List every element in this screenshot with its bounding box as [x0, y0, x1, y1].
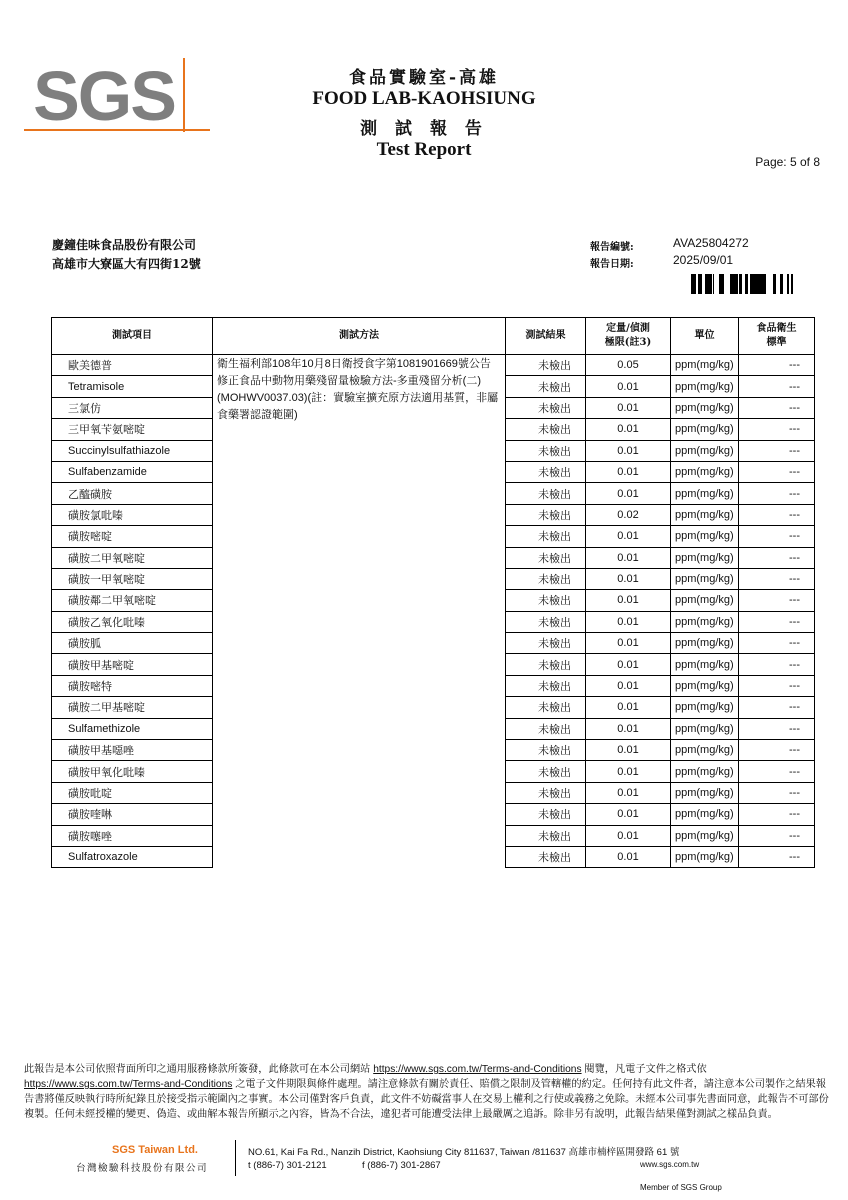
- test-item: 三氯仿: [52, 397, 213, 418]
- test-result: 未檢出: [506, 568, 586, 589]
- test-item: 磺胺吡啶: [52, 782, 213, 803]
- test-item: 磺胺鄰二甲氧嘧啶: [52, 590, 213, 611]
- unit: ppm(mg/kg): [671, 675, 739, 696]
- test-item: 磺胺喹啉: [52, 804, 213, 825]
- unit: ppm(mg/kg): [671, 633, 739, 654]
- food-standard: ---: [739, 440, 815, 461]
- test-item: 磺胺嘧啶: [52, 526, 213, 547]
- unit: ppm(mg/kg): [671, 568, 739, 589]
- test-result: 未檢出: [506, 526, 586, 547]
- test-item: 磺胺嘧特: [52, 675, 213, 696]
- food-standard: ---: [739, 697, 815, 718]
- company-address: NO.61, Kai Fa Rd., Nanzih District, Kaohsiung City 811637, Taiwan /811637 高雄市楠梓區開發路 61 號: [248, 1147, 680, 1158]
- detection-limit: 0.01: [586, 675, 671, 696]
- detection-limit: 0.01: [586, 654, 671, 675]
- detection-limit: 0.01: [586, 782, 671, 803]
- food-standard: ---: [739, 740, 815, 761]
- food-standard: ---: [739, 547, 815, 568]
- company-phone: t (886-7) 301-2121: [248, 1160, 327, 1171]
- test-result: 未檢出: [506, 504, 586, 525]
- food-standard: ---: [739, 568, 815, 589]
- unit: ppm(mg/kg): [671, 590, 739, 611]
- report-no-value: AVA25804272: [673, 236, 749, 250]
- company-name-en: SGS Taiwan Ltd.: [112, 1144, 198, 1156]
- test-item: 磺胺一甲氧嘧啶: [52, 568, 213, 589]
- lab-title-en: FOOD LAB-KAOHSIUNG: [312, 88, 536, 109]
- col-header-standard: 食品衛生 標準: [739, 318, 815, 355]
- company-website[interactable]: www.sgs.com.tw: [640, 1160, 700, 1169]
- unit: ppm(mg/kg): [671, 547, 739, 568]
- food-standard: ---: [739, 355, 815, 376]
- test-item: Tetramisole: [52, 376, 213, 397]
- test-item: 乙醯磺胺: [52, 483, 213, 504]
- table-header-row: [52, 318, 815, 355]
- food-standard: ---: [739, 376, 815, 397]
- detection-limit: 0.01: [586, 761, 671, 782]
- test-result: 未檢出: [506, 590, 586, 611]
- test-item: Succinylsulfathiazole: [52, 440, 213, 461]
- test-result: 未檢出: [506, 782, 586, 803]
- test-item: 三甲氧苄氨嘧啶: [52, 419, 213, 440]
- unit: ppm(mg/kg): [671, 782, 739, 803]
- unit: ppm(mg/kg): [671, 718, 739, 739]
- food-standard: ---: [739, 782, 815, 803]
- detection-limit: 0.01: [586, 547, 671, 568]
- test-item: 磺胺乙氧化吡嗪: [52, 611, 213, 632]
- unit: ppm(mg/kg): [671, 761, 739, 782]
- food-standard: ---: [739, 504, 815, 525]
- detection-limit: 0.01: [586, 740, 671, 761]
- food-standard: ---: [739, 804, 815, 825]
- test-item: 磺胺胍: [52, 633, 213, 654]
- test-result: 未檢出: [506, 825, 586, 846]
- report-title-en: Test Report: [376, 139, 472, 160]
- unit: ppm(mg/kg): [671, 825, 739, 846]
- food-standard: ---: [739, 825, 815, 846]
- detection-limit: 0.01: [586, 846, 671, 867]
- unit: ppm(mg/kg): [671, 846, 739, 867]
- detection-limit: 0.01: [586, 526, 671, 547]
- test-result: 未檢出: [506, 483, 586, 504]
- lab-title-cn: 食品實驗室-高雄: [348, 68, 500, 88]
- food-standard: ---: [739, 761, 815, 782]
- unit: ppm(mg/kg): [671, 740, 739, 761]
- food-standard: ---: [739, 654, 815, 675]
- food-standard: ---: [739, 675, 815, 696]
- food-standard: ---: [739, 526, 815, 547]
- test-result: 未檢出: [506, 761, 586, 782]
- test-result: 未檢出: [506, 611, 586, 632]
- test-result: 未檢出: [506, 846, 586, 867]
- terms-link-2[interactable]: https://www.sgs.com.tw/Terms-and-Conditions: [24, 1079, 233, 1090]
- unit: ppm(mg/kg): [671, 483, 739, 504]
- food-standard: ---: [739, 461, 815, 482]
- detection-limit: 0.01: [586, 440, 671, 461]
- terms-link[interactable]: https://www.sgs.com.tw/Terms-and-Conditions: [373, 1064, 582, 1075]
- test-item: 磺胺噻唑: [52, 825, 213, 846]
- client-address: 高雄市大寮區大有四街12號: [52, 257, 201, 271]
- unit: ppm(mg/kg): [671, 504, 739, 525]
- test-item: 磺胺二甲基嘧啶: [52, 697, 213, 718]
- test-result: 未檢出: [506, 633, 586, 654]
- test-result: 未檢出: [506, 697, 586, 718]
- test-result: 未檢出: [506, 740, 586, 761]
- test-result: 未檢出: [506, 547, 586, 568]
- detection-limit: 0.01: [586, 397, 671, 418]
- col-header-lod: 定量/偵測 極限(註3): [586, 318, 671, 355]
- report-date-value: 2025/09/01: [673, 253, 734, 267]
- test-item: 磺胺甲基嘧啶: [52, 654, 213, 675]
- detection-limit: 0.01: [586, 697, 671, 718]
- disclaimer-text: 此報告是本公司依照背面所印之通用服務條款所簽發，此條款可在本公司網站 https://www.sgs.com.tw/Terms-and-Conditions 閱覽，凡電子文件之格式依 https://www.sgs.com.tw/Terms-and-Conditions 之電子文件期限與條件處理。請注意條款有關於責任、賠償之限制及管轄權的約定。任何持有此文件者，請注意本公司製作之結果報告書將僅反映執行時所紀錄且於接受指示範圍內之事實。本公司僅對客戶負責，此文件不妨礙當事人在交易上權利之行使或義務之免除。未經本公司事先書面同意，此報告不可部份複製。任何未經授權的變更、偽造、或曲解本報告所顯示之內容，皆為不合法，違犯者可能遭受法律上最嚴厲之追訴。除非另有說明，此報告結果僅對測試之樣品負責。: [24, 1064, 829, 1120]
- table-row: [52, 355, 815, 376]
- unit: ppm(mg/kg): [671, 654, 739, 675]
- company-fax: f (886-7) 301-2867: [362, 1160, 441, 1171]
- test-item: 磺胺甲基噁唑: [52, 740, 213, 761]
- test-result: 未檢出: [506, 804, 586, 825]
- detection-limit: 0.01: [586, 633, 671, 654]
- col-header-method: 測試方法: [213, 318, 506, 355]
- test-result: 未檢出: [506, 397, 586, 418]
- test-method: 衛生福利部108年10月8日衛授食字第1081901669號公告修正食品中動物用藥殘留量檢驗方法-多重殘留分析(二)(MOHWV0037.03)(註：實驗室擴充原方法適用基質，非屬食藥署認證範圍): [213, 355, 506, 868]
- test-result: 未檢出: [506, 654, 586, 675]
- detection-limit: 0.01: [586, 483, 671, 504]
- unit: ppm(mg/kg): [671, 419, 739, 440]
- test-item: Sulfamethizole: [52, 718, 213, 739]
- unit: ppm(mg/kg): [671, 376, 739, 397]
- detection-limit: 0.01: [586, 804, 671, 825]
- detection-limit: 0.01: [586, 568, 671, 589]
- logo-text: SGS: [33, 58, 175, 135]
- detection-limit: 0.05: [586, 355, 671, 376]
- food-standard: ---: [739, 611, 815, 632]
- food-standard: ---: [739, 633, 815, 654]
- test-result: 未檢出: [506, 440, 586, 461]
- report-date-label: 報告日期:: [590, 259, 634, 270]
- test-result: 未檢出: [506, 376, 586, 397]
- test-item: Sulfabenzamide: [52, 461, 213, 482]
- detection-limit: 0.02: [586, 504, 671, 525]
- food-standard: ---: [739, 397, 815, 418]
- company-name-cn: 台灣檢驗科技股份有限公司: [76, 1163, 209, 1174]
- col-header-item: 測試項目: [52, 318, 213, 355]
- detection-limit: 0.01: [586, 461, 671, 482]
- sgs-group-member: Member of SGS Group: [640, 1183, 722, 1192]
- col-header-unit: 單位: [671, 318, 739, 355]
- food-standard: ---: [739, 419, 815, 440]
- food-standard: ---: [739, 846, 815, 867]
- col-header-result: 測試結果: [506, 318, 586, 355]
- results-table: [51, 317, 815, 868]
- test-result: 未檢出: [506, 419, 586, 440]
- detection-limit: 0.01: [586, 419, 671, 440]
- test-result: 未檢出: [506, 355, 586, 376]
- test-result: 未檢出: [506, 718, 586, 739]
- unit: ppm(mg/kg): [671, 611, 739, 632]
- test-item: 磺胺氯吡嗪: [52, 504, 213, 525]
- report-title-cn: 測 試 報 告: [360, 119, 488, 139]
- barcode-icon: [691, 274, 795, 294]
- test-item: 磺胺甲氧化吡嗪: [52, 761, 213, 782]
- test-item: Sulfatroxazole: [52, 846, 213, 867]
- unit: ppm(mg/kg): [671, 355, 739, 376]
- detection-limit: 0.01: [586, 376, 671, 397]
- test-item: 歐美德普: [52, 355, 213, 376]
- unit: ppm(mg/kg): [671, 804, 739, 825]
- unit: ppm(mg/kg): [671, 697, 739, 718]
- report-no-label: 報告編號:: [590, 242, 634, 253]
- food-standard: ---: [739, 718, 815, 739]
- unit: ppm(mg/kg): [671, 461, 739, 482]
- detection-limit: 0.01: [586, 718, 671, 739]
- food-standard: ---: [739, 590, 815, 611]
- test-result: 未檢出: [506, 675, 586, 696]
- page-number: Page: 5 of 8: [755, 155, 820, 169]
- test-item: 磺胺二甲氧嘧啶: [52, 547, 213, 568]
- unit: ppm(mg/kg): [671, 526, 739, 547]
- detection-limit: 0.01: [586, 825, 671, 846]
- unit: ppm(mg/kg): [671, 440, 739, 461]
- unit: ppm(mg/kg): [671, 397, 739, 418]
- footer-divider: [235, 1140, 236, 1176]
- detection-limit: 0.01: [586, 590, 671, 611]
- detection-limit: 0.01: [586, 611, 671, 632]
- client-name: 慶鐘佳味食品股份有限公司: [52, 238, 197, 252]
- food-standard: ---: [739, 483, 815, 504]
- test-result: 未檢出: [506, 461, 586, 482]
